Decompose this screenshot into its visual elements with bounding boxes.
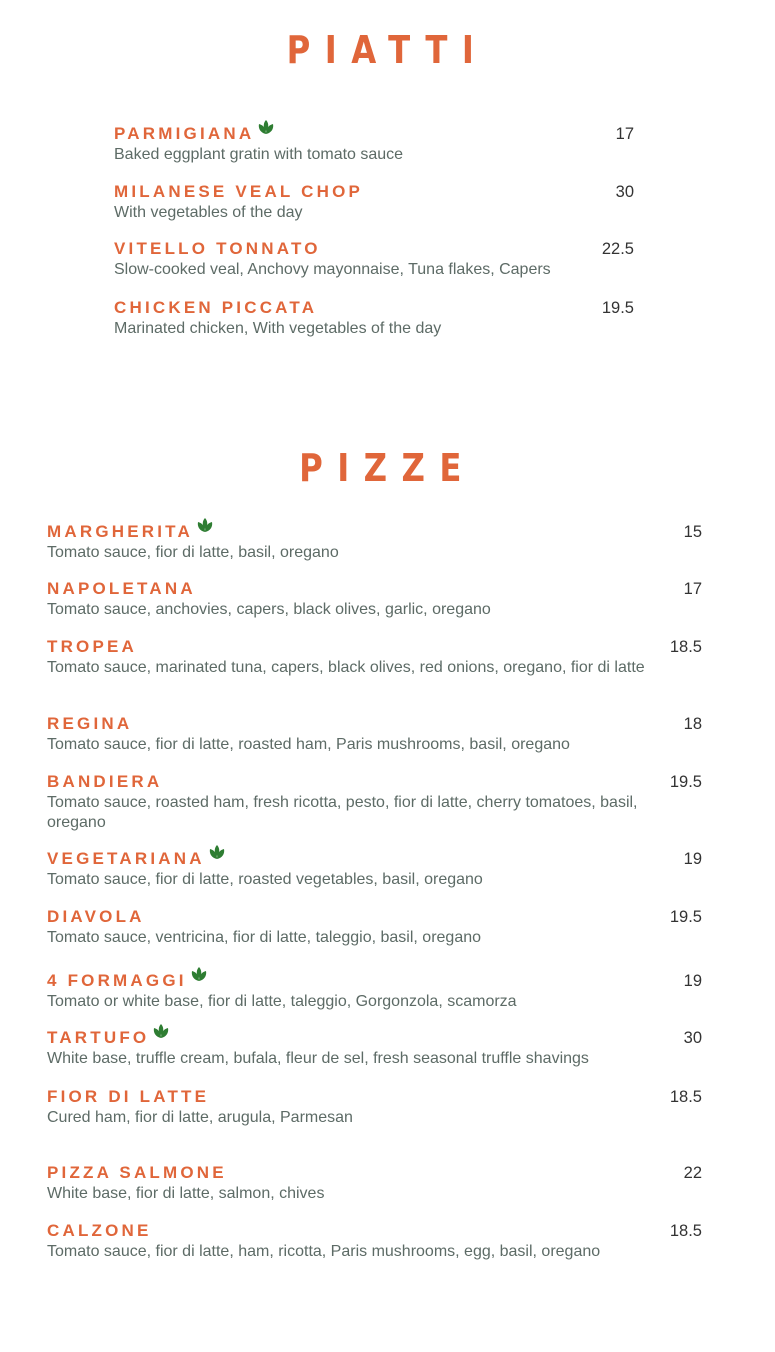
item-description: Tomato sauce, fior di latte, ham, ricotta, Paris mushrooms, egg, basil, oregano xyxy=(47,1243,601,1260)
item-name-text: TARTUFO xyxy=(47,1028,150,1047)
item-name-text: PARMIGIANA xyxy=(114,124,255,143)
item-price: 17 xyxy=(683,580,702,598)
item-name-text: TROPEA xyxy=(47,637,138,656)
item-description: Tomato sauce, fior di latte, basil, oregano xyxy=(47,544,339,561)
item-name xyxy=(47,971,702,991)
item-name xyxy=(47,1028,702,1048)
section-title-piatti: PIATTI xyxy=(286,28,489,72)
menu-item xyxy=(47,579,702,620)
item-name xyxy=(47,579,702,599)
item-name-text: VEGETARIANA xyxy=(47,849,205,868)
menu-item xyxy=(47,637,702,678)
item-description: Tomato sauce, anchovies, capers, black olives, garlic, oregano xyxy=(47,601,491,618)
item-name xyxy=(47,1087,702,1107)
item-description: Baked eggplant gratin with tomato sauce xyxy=(114,146,404,163)
item-price: 19 xyxy=(683,850,702,868)
item-price: 18.5 xyxy=(669,1222,702,1240)
item-price: 19 xyxy=(683,972,702,990)
item-name xyxy=(47,772,702,792)
item-name-text: NAPOLETANA xyxy=(47,579,196,598)
item-name-text: REGINA xyxy=(47,714,133,733)
item-name-text: CALZONE xyxy=(47,1221,152,1240)
menu-item xyxy=(47,971,702,1012)
menu-item xyxy=(114,182,634,223)
vegetarian-leaf-icon xyxy=(190,966,208,987)
item-price: 30 xyxy=(683,1029,702,1047)
item-price: 17 xyxy=(615,125,634,143)
vegetarian-leaf-icon xyxy=(196,517,214,538)
item-price: 22.5 xyxy=(601,240,634,258)
item-name-text: MILANESE VEAL CHOP xyxy=(114,182,364,201)
item-name xyxy=(114,239,634,259)
item-name xyxy=(114,124,634,144)
item-name xyxy=(114,298,634,318)
item-name-text: PIZZA SALMONE xyxy=(47,1163,227,1182)
item-name xyxy=(47,714,702,734)
section-title-pizze: PIZZE xyxy=(299,446,476,490)
item-description: Tomato sauce, roasted ham, fresh ricotta, pesto, fior di latte, cherry tomatoes, basil, oregano xyxy=(47,794,638,831)
menu-item xyxy=(114,298,634,339)
item-name xyxy=(47,907,702,927)
menu-item xyxy=(47,1087,702,1128)
item-description: Marinated chicken, With vegetables of the day xyxy=(114,320,442,337)
item-name-text: 4 FORMAGGI xyxy=(47,971,187,990)
item-description: With vegetables of the day xyxy=(114,204,303,221)
menu-item xyxy=(114,124,634,165)
item-name xyxy=(47,522,702,542)
item-name-text: CHICKEN PICCATA xyxy=(114,298,318,317)
item-name-text: FIOR DI LATTE xyxy=(47,1087,210,1106)
item-price: 19.5 xyxy=(669,773,702,791)
menu-item xyxy=(47,907,702,948)
vegetarian-leaf-icon xyxy=(257,119,275,140)
item-description: Tomato or white base, fior di latte, taleggio, Gorgonzola, scamorza xyxy=(47,993,517,1010)
item-description: Tomato sauce, marinated tuna, capers, black olives, red onions, oregano, fior di latte xyxy=(47,659,645,676)
item-name-text: VITELLO TONNATO xyxy=(114,239,321,258)
item-price: 18.5 xyxy=(669,1088,702,1106)
menu-item xyxy=(47,1028,702,1069)
item-price: 30 xyxy=(615,183,634,201)
item-description: Tomato sauce, fior di latte, roasted vegetables, basil, oregano xyxy=(47,871,483,888)
vegetarian-leaf-icon xyxy=(152,1023,170,1044)
item-price: 18 xyxy=(683,715,702,733)
item-price: 19.5 xyxy=(669,908,702,926)
item-description: White base, truffle cream, bufala, fleur de sel, fresh seasonal truffle shavings xyxy=(47,1050,589,1067)
item-name-text: DIAVOLA xyxy=(47,907,145,926)
vegetarian-leaf-icon xyxy=(208,844,226,865)
item-price: 19.5 xyxy=(601,299,634,317)
item-name xyxy=(47,1221,702,1241)
menu-item xyxy=(47,849,702,890)
item-name xyxy=(47,637,702,657)
menu-item xyxy=(114,239,634,280)
item-price: 18.5 xyxy=(669,638,702,656)
item-description: Tomato sauce, ventricina, fior di latte, taleggio, basil, oregano xyxy=(47,929,482,946)
menu-item xyxy=(47,522,702,563)
menu-item xyxy=(47,1163,702,1204)
item-description: Slow-cooked veal, Anchovy mayonnaise, Tuna flakes, Capers xyxy=(114,261,551,278)
menu-item xyxy=(47,714,702,755)
item-price: 22 xyxy=(683,1164,702,1182)
item-name xyxy=(47,849,702,869)
menu-item xyxy=(47,772,702,833)
item-description: Tomato sauce, fior di latte, roasted ham, Paris mushrooms, basil, oregano xyxy=(47,736,570,753)
menu-item xyxy=(47,1221,702,1262)
item-name xyxy=(47,1163,702,1183)
item-price: 15 xyxy=(683,523,702,541)
item-name-text: MARGHERITA xyxy=(47,522,193,541)
item-name xyxy=(114,182,634,202)
item-description: White base, fior di latte, salmon, chives xyxy=(47,1185,325,1202)
item-description: Cured ham, fior di latte, arugula, Parmesan xyxy=(47,1109,353,1126)
item-name-text: BANDIERA xyxy=(47,772,163,791)
